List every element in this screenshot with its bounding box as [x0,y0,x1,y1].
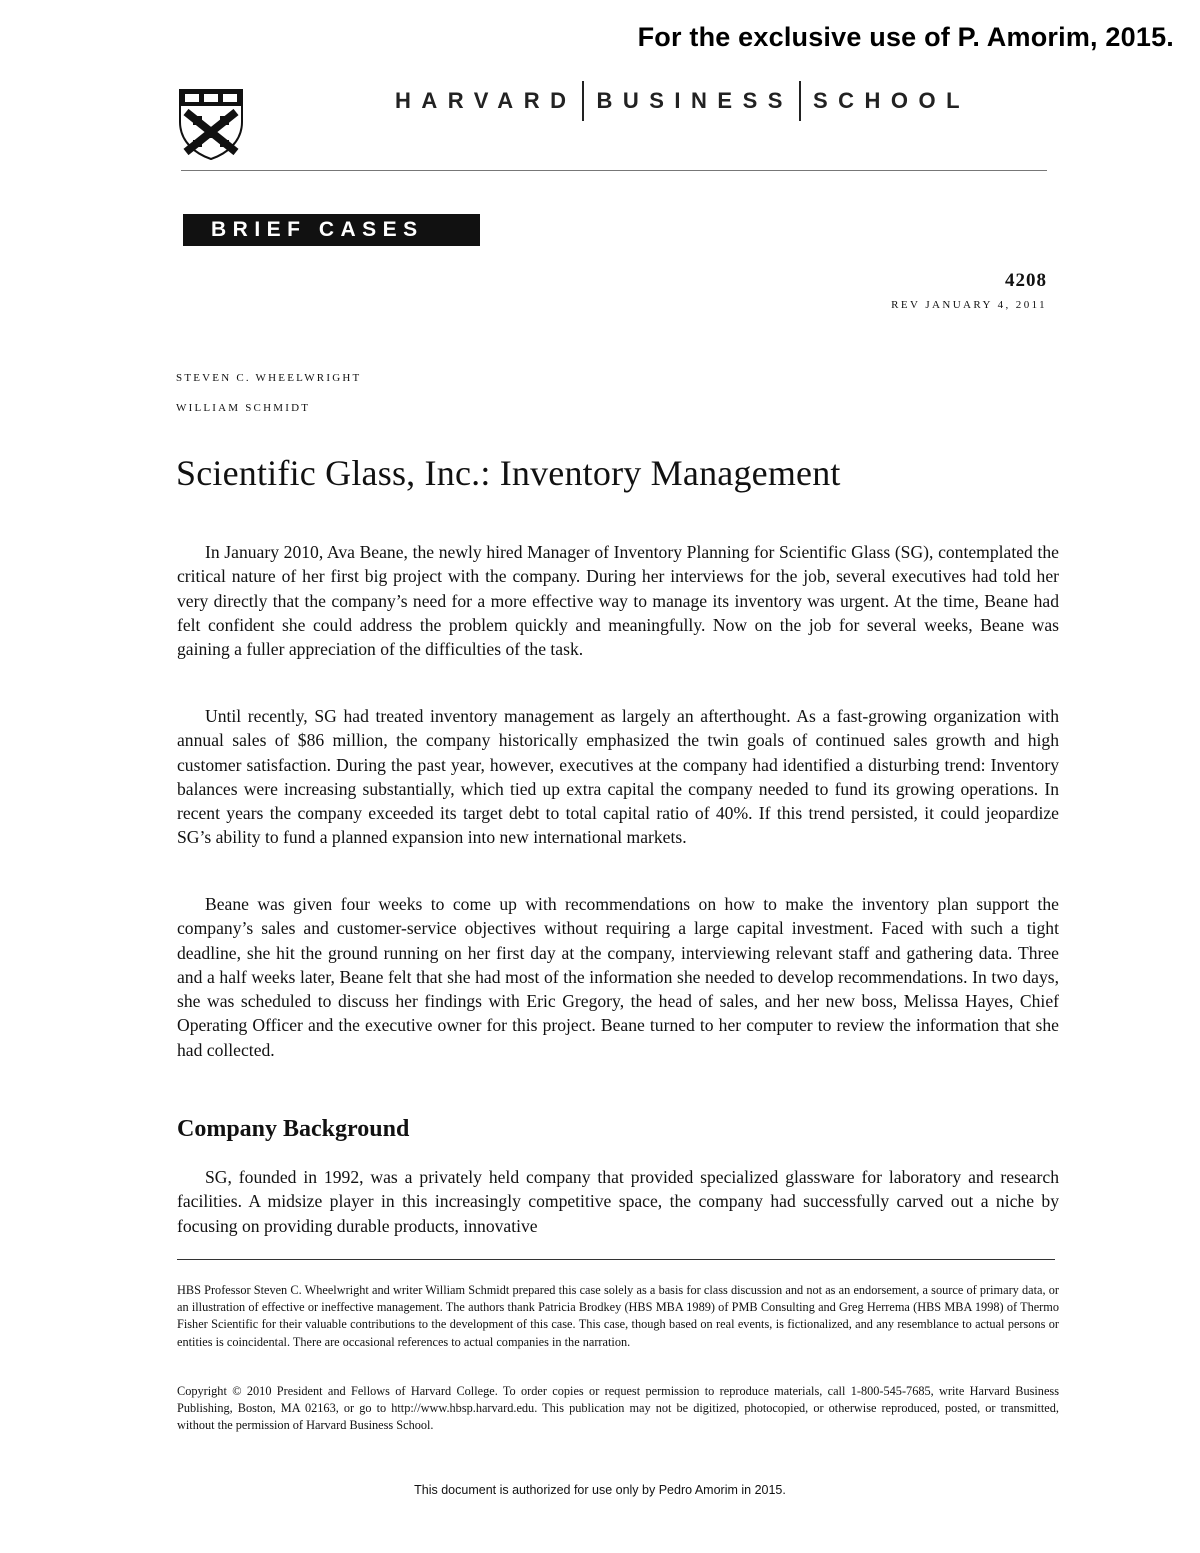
author-name: WILLIAM SCHMIDT [176,402,311,414]
document-title: Scientific Glass, Inc.: Inventory Management [176,453,841,493]
copyright-notice: Copyright © 2010 President and Fellows of Harvard College. To order copies or request permission to reproduce materials, call 1-800-545-7685, write Harvard Business Publishing, Boston, MA 02163, or go to http://www.hbsp.harvard.edu. This publication may not be digitized, photocopied, or otherwise reproduced, posted, or transmitted, without the permission of Harvard Business School. [177,1384,1059,1433]
body-paragraph: Until recently, SG had treated inventory management as largely an afterthought. As a fast-growing organization with annual sales of $86 million, the company historically emphasized the twin goals of continued sales growth and high customer satisfaction. During the past year, however, executives at the company had identified a disturbing trend: Inventory balances were increasing substantially, which tied up extra capital the company needed to fund its growing operations. In recent years the company exceeded its target debt to total capital ratio of 40%. If this trend persisted, it could jeopardize SG’s ability to fund a planned expansion into new international markets. [177,706,1059,848]
author-name: STEVEN C. WHEELWRIGHT [176,372,362,384]
case-number: 4208 [1005,270,1047,291]
header-rule [181,170,1047,171]
section-heading: Company Background [177,1116,410,1142]
hbs-shield-icon [178,88,244,160]
body-paragraph: In January 2010, Ava Beane, the newly hired Manager of Inventory Planning for Scientific Glass (SG), contemplated the critical nature of her first big project with the company. During her interviews for the job, several executives had told her very directly that the company’s need for a more effective way to manage its inventory was urgent. At the time, Beane had felt confident she could address the problem quickly and meaningfully. Now on the job for several weeks, Beane was gaining a fuller appreciation of the difficulties of the task. [177,542,1059,660]
authorization-notice: This document is authorized for use only by Pedro Amorim in 2015. [414,1483,786,1497]
wordmark-divider [799,81,801,121]
hbs-wordmark [395,80,1050,122]
wordmark-business: BUSINESS [596,88,793,113]
series-banner: BRIEF CASES [183,214,480,246]
wordmark-harvard: HARVARD [395,88,577,113]
wordmark-divider [582,81,584,121]
footnote: HBS Professor Steven C. Wheelwright and writer William Schmidt prepared this case solely as a basis for class discussion and not as an endorsement, a source of primary data, or an illustration of effective or ineffective management. The authors thank Patricia Brodkey (HBS MBA 1989) of PMB Consulting and Greg Herrema (HBS MBA 1998) of Thermo Fisher Scientific for their valuable contributions to the development of this case. This case, though based on real events, is fictionalized, and any resemblance to actual persons or entities is coincidental. There are occasional references to actual companies in the narration. [177,1283,1059,1349]
footnote-rule [177,1259,1055,1260]
exclusive-use-watermark: For the exclusive use of P. Amorim, 2015. [637,22,1174,52]
wordmark-school: SCHOOL [812,88,971,113]
revision-date: REV JANUARY 4, 2011 [891,299,1047,311]
body-paragraph: SG, founded in 1992, was a privately held company that provided specialized glassware for laboratory and research facilities. A midsize player in this increasingly competitive space, the company had successfully carved out a niche by focusing on providing durable products, innovative [177,1167,1059,1236]
body-paragraph: Beane was given four weeks to come up with recommendations on how to make the inventory plan support the company’s sales and customer-service objectives without requiring a large capital investment. Faced with such a tight deadline, she hit the ground running on her first day at the company, interviewing relevant staff and gathering data. Three and a half weeks later, Beane felt that she had most of the information she needed to develop recommendations. In two days, she was scheduled to discuss her findings with Eric Gregory, the head of sales, and her new boss, Melissa Hayes, Chief Operating Officer and the executive owner for this project. Beane turned to her computer to review the information that she had collected. [177,894,1059,1060]
